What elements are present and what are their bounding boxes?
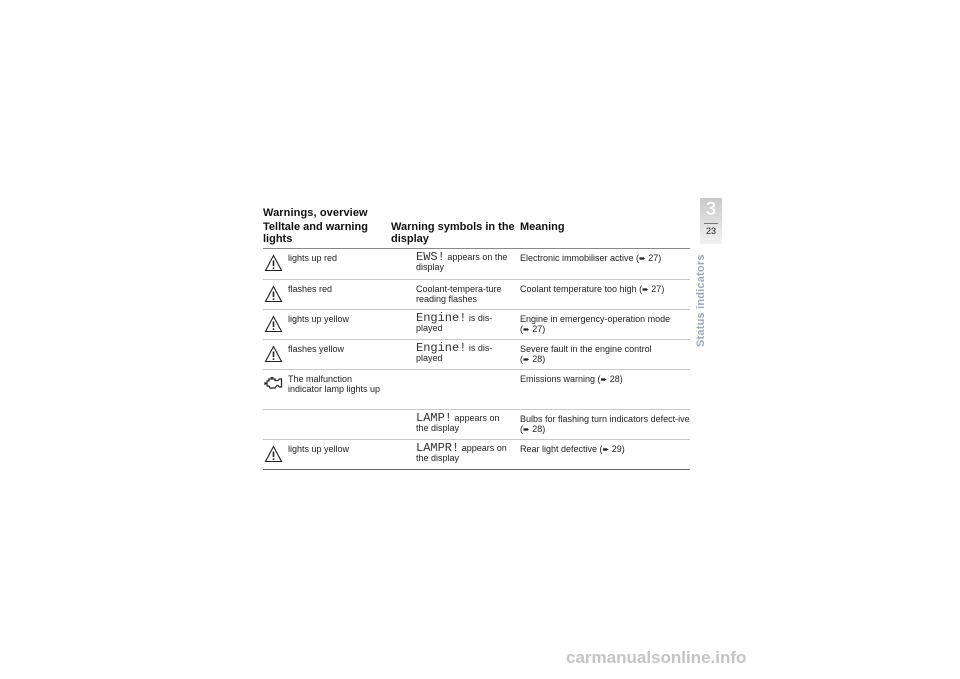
page-ref-arrow-icon: ➨: [523, 325, 530, 334]
telltale-cell: The malfunction indicator lamp lights up: [288, 374, 381, 394]
meaning-cell: Electronic immobiliser active (➨ 27): [520, 253, 662, 263]
warnings-table: [263, 221, 690, 470]
display-code: Engine!: [416, 341, 467, 355]
chapter-tab: [700, 198, 722, 244]
table-row: [263, 280, 690, 310]
warning-triangle-icon: [264, 345, 283, 363]
warning-triangle-icon: [264, 315, 283, 333]
symbol-cell: [416, 313, 511, 333]
meaning-cell: Engine in emergency-operation mode (➨ 27): [520, 314, 671, 334]
meaning-cell: Emissions warning (➨ 28): [520, 374, 623, 384]
warning-triangle-icon: [264, 285, 283, 303]
table-header: [263, 221, 690, 249]
page-ref-arrow-icon: ➨: [600, 375, 608, 384]
symbol-cell: [416, 413, 511, 433]
telltale-cell: flashes yellow: [288, 344, 345, 354]
symbol-cell: [416, 343, 511, 363]
page-ref: 27: [648, 253, 659, 263]
watermark: carmanualsonline.info: [566, 648, 747, 667]
meaning-text: Electronic immobiliser active: [520, 253, 634, 263]
meaning-text: Coolant temperature too high: [520, 284, 637, 294]
page-ref: 27: [651, 284, 662, 294]
meaning-text: Severe fault in the engine control: [520, 344, 652, 354]
symbol-text: appears on the display: [416, 413, 500, 433]
meaning-cell: Coolant temperature too high (➨ 27): [520, 284, 665, 294]
page-ref: 28: [532, 424, 543, 434]
display-code: LAMPR!: [416, 441, 460, 455]
page-ref-arrow-icon: ➨: [642, 285, 649, 294]
page-ref-arrow-icon: ➨: [639, 254, 646, 263]
chapter-divider: [704, 223, 718, 224]
symbol-cell: [416, 443, 511, 463]
section-title: Warnings, overview: [263, 207, 368, 219]
page-ref: 28: [532, 354, 543, 364]
symbol-text: appears on the display: [416, 443, 507, 463]
display-code: LAMP!: [416, 411, 453, 425]
telltale-cell: lights up yellow: [288, 314, 350, 324]
table-row: [263, 310, 690, 340]
symbol-text: appears on the display: [416, 252, 508, 272]
page-ref: 27: [532, 324, 543, 334]
page-ref-arrow-icon: ➨: [523, 425, 530, 434]
telltale-cell: flashes red: [288, 284, 333, 294]
chapter-number: 3: [705, 199, 717, 220]
telltale-cell: lights up red: [288, 253, 338, 263]
meaning-text: Rear light defective: [520, 444, 598, 454]
warning-triangle-icon: [264, 254, 283, 272]
page-ref: 28: [609, 374, 620, 384]
page-ref-arrow-icon: ➨: [602, 445, 610, 454]
warning-triangle-icon: [264, 445, 283, 463]
display-code: Engine!: [416, 311, 467, 325]
table-row: [263, 340, 690, 370]
page-ref: 29: [611, 444, 622, 454]
chapter-title: Status indicators: [695, 254, 707, 347]
meaning-text: Engine in emergency-operation mode: [520, 314, 671, 324]
header-meaning: Meaning: [520, 221, 565, 233]
table-row: [263, 410, 690, 440]
table-row: [263, 249, 690, 280]
symbol-text: is dis-played: [416, 313, 493, 333]
meaning-text: Bulbs for flashing turn indicators defect-ive: [520, 414, 690, 424]
table-row: [263, 440, 690, 470]
symbol-cell: [416, 284, 511, 304]
symbol-cell: [416, 252, 511, 272]
telltale-cell: lights up yellow: [288, 444, 350, 454]
meaning-cell: Rear light defective (➨ 29): [520, 444, 625, 454]
symbol-text: is dis-played: [416, 343, 493, 363]
header-telltale: Telltale and warning lights: [263, 221, 368, 245]
header-symbols: Warning symbols in the display: [391, 221, 515, 245]
table-row: [263, 370, 690, 410]
page-ref-arrow-icon: ➨: [523, 355, 530, 364]
meaning-cell: Bulbs for flashing turn indicators defect-ive (➨ 28): [520, 414, 690, 434]
symbol-text: Coolant-tempera-ture reading flashes: [416, 284, 502, 304]
meaning-text: Emissions warning: [520, 374, 596, 384]
display-code: EWS!: [416, 250, 445, 264]
meaning-cell: Severe fault in the engine control (➨ 28): [520, 344, 652, 364]
page-number: 23: [705, 226, 716, 236]
engine-icon: [264, 374, 283, 392]
